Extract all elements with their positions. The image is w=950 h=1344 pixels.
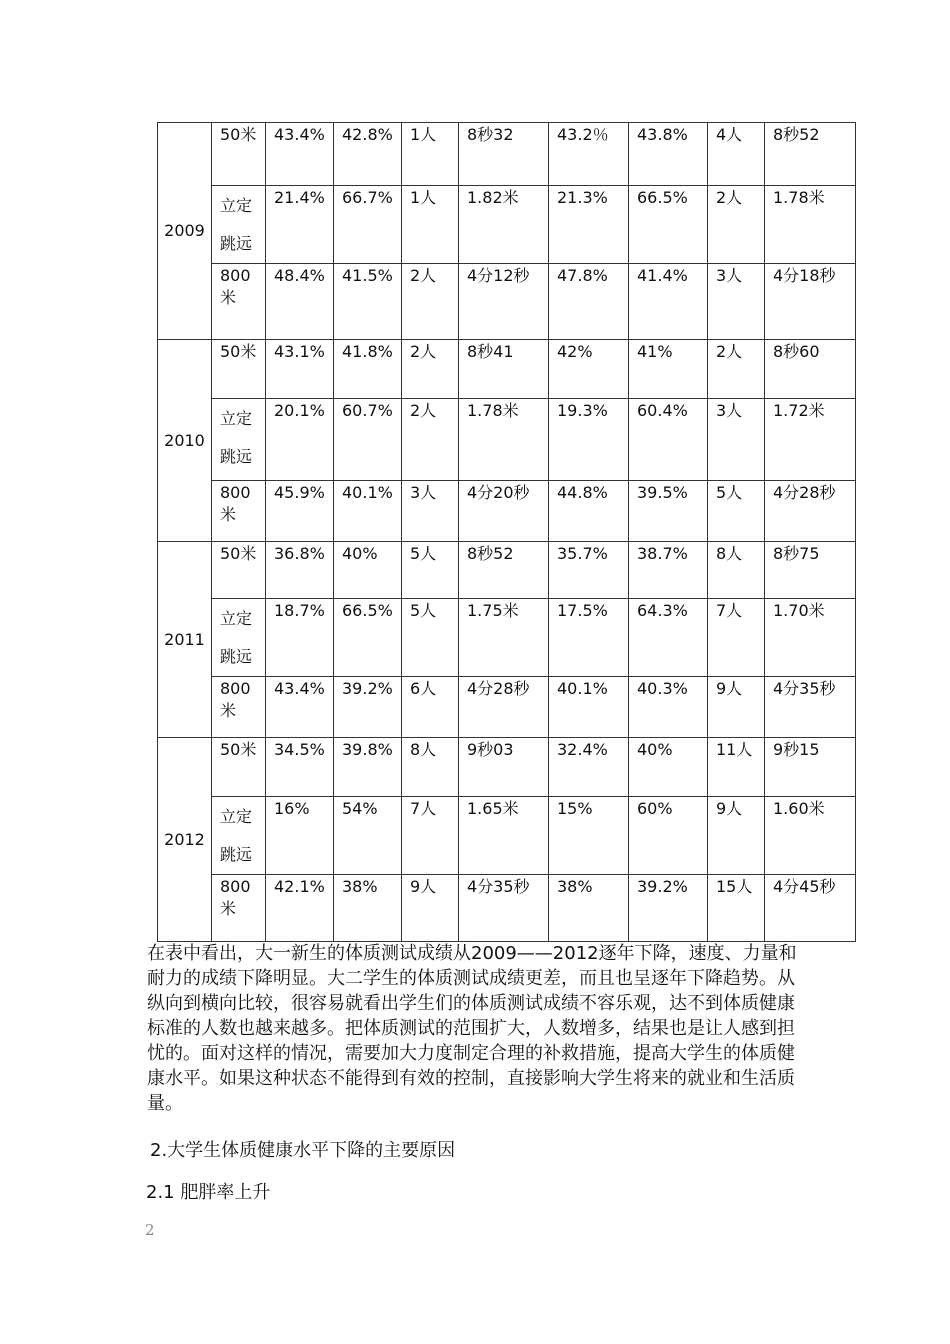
table-cell: 54%	[334, 797, 402, 875]
table-cell: 7人	[402, 797, 459, 875]
event-cell: 50米	[212, 542, 266, 599]
table-cell: 39.2%	[334, 677, 402, 738]
event-cell: 立定跳远	[212, 599, 266, 677]
table-cell: 60.4%	[629, 399, 708, 481]
table-cell: 39.8%	[334, 738, 402, 797]
table-cell: 2人	[708, 186, 765, 264]
table-cell: 1人	[402, 123, 459, 186]
table-cell: 8秒60	[765, 340, 856, 399]
table-cell: 42.1%	[266, 875, 334, 942]
event-cell: 800米	[212, 677, 266, 738]
table-cell: 18.7%	[266, 599, 334, 677]
table-row	[158, 738, 856, 797]
table-cell: 8秒52	[459, 542, 549, 599]
table-cell: 3人	[708, 399, 765, 481]
year-cell: 2009	[158, 123, 212, 340]
table-cell: 5人	[402, 542, 459, 599]
table-cell: 38%	[334, 875, 402, 942]
table-cell: 9人	[402, 875, 459, 942]
table-cell: 60.7%	[334, 399, 402, 481]
table-cell: 19.3%	[549, 399, 629, 481]
table-cell: 2人	[402, 264, 459, 340]
section-heading: 2.大学生体质健康水平下降的主要原因	[150, 1140, 456, 1161]
table-row	[158, 797, 856, 875]
table-cell: 3人	[708, 264, 765, 340]
event-cell: 800米	[212, 875, 266, 942]
table-cell: 1.75米	[459, 599, 549, 677]
table-cell: 42%	[549, 340, 629, 399]
table-cell: 45.9%	[266, 481, 334, 542]
table-cell: 40.1%	[549, 677, 629, 738]
table-row	[158, 875, 856, 942]
table-cell: 36.8%	[266, 542, 334, 599]
table-cell: 47.8%	[549, 264, 629, 340]
table-cell: 3人	[402, 481, 459, 542]
table-cell: 60%	[629, 797, 708, 875]
table-cell: 8人	[708, 542, 765, 599]
table-row	[158, 123, 856, 186]
event-cell: 800米	[212, 481, 266, 542]
table-cell: 2人	[402, 399, 459, 481]
event-cell: 50米	[212, 738, 266, 797]
subsection-heading: 2.1 肥胖率上升	[146, 1182, 271, 1203]
table-cell: 6人	[402, 677, 459, 738]
table-cell: 40%	[334, 542, 402, 599]
table-cell: 11人	[708, 738, 765, 797]
table-cell: 4人	[708, 123, 765, 186]
event-cell: 50米	[212, 340, 266, 399]
table-row	[158, 542, 856, 599]
table-cell: 48.4%	[266, 264, 334, 340]
event-cell: 50米	[212, 123, 266, 186]
table-cell: 42.8%	[334, 123, 402, 186]
event-cell: 立定跳远	[212, 797, 266, 875]
table-cell: 40.1%	[334, 481, 402, 542]
table-cell: 4分28秒	[459, 677, 549, 738]
table-cell: 4分12秒	[459, 264, 549, 340]
table-cell: 4分28秒	[765, 481, 856, 542]
table-cell: 41%	[629, 340, 708, 399]
table-cell: 16%	[266, 797, 334, 875]
table-cell: 17.5%	[549, 599, 629, 677]
table-cell: 21.4%	[266, 186, 334, 264]
table-row	[158, 340, 856, 399]
table-row	[158, 481, 856, 542]
table-cell: 43.4%	[266, 123, 334, 186]
table-row	[158, 677, 856, 738]
table-cell: 66.7%	[334, 186, 402, 264]
year-cell: 2011	[158, 542, 212, 738]
table-cell: 41.4%	[629, 264, 708, 340]
table-row	[158, 264, 856, 340]
table-cell: 4分35秒	[765, 677, 856, 738]
table-cell: 8人	[402, 738, 459, 797]
table-cell: 4分20秒	[459, 481, 549, 542]
table-cell: 9人	[708, 797, 765, 875]
table-cell: 1人	[402, 186, 459, 264]
table-row	[158, 399, 856, 481]
table-cell: 2人	[708, 340, 765, 399]
table-cell: 38.7%	[629, 542, 708, 599]
table-cell: 5人	[708, 481, 765, 542]
table-cell: 5人	[402, 599, 459, 677]
table-cell: 32.4%	[549, 738, 629, 797]
table-cell: 20.1%	[266, 399, 334, 481]
table-cell: 7人	[708, 599, 765, 677]
table-cell: 35.7%	[549, 542, 629, 599]
table-cell: 1.72米	[765, 399, 856, 481]
table-cell: 34.5%	[266, 738, 334, 797]
table-cell: 40%	[629, 738, 708, 797]
table-cell: 40.3%	[629, 677, 708, 738]
table-row	[158, 599, 856, 677]
table-cell: 9秒03	[459, 738, 549, 797]
table-cell: 1.65米	[459, 797, 549, 875]
body-paragraph: 在表中看出，大一新生的体质测试成绩从2009——2012逐年下降，速度、力量和耐力的成绩下降明显。大二学生的体质测试成绩更差，而且也呈逐年下降趋势。从纵向到横向比较，很容易就看出学生们的体质测试成绩不容乐观，达不到体质健康标准的人数也越来越多。把体质测试的范围扩大，人数增多，结果也是让人感到担忧的。面对这样的情况，需要加大力度制定合理的补救措施，提高大学生的体质健康水平。如果这种状态不能得到有效的控制，直接影响大学生将来的就业和生活质量。	[147, 943, 797, 1114]
table-row	[158, 186, 856, 264]
table-cell: 43.4%	[266, 677, 334, 738]
table-cell: 43.8%	[629, 123, 708, 186]
table-cell: 41.8%	[334, 340, 402, 399]
event-cell: 800米	[212, 264, 266, 340]
table-cell: 9人	[708, 677, 765, 738]
table-cell: 15人	[708, 875, 765, 942]
table-cell: 8秒75	[765, 542, 856, 599]
table-cell: 8秒41	[459, 340, 549, 399]
year-cell: 2012	[158, 738, 212, 942]
page-number: 2	[145, 1221, 155, 1239]
table-cell: 1.70米	[765, 599, 856, 677]
table-cell: 38%	[549, 875, 629, 942]
table-cell: 15%	[549, 797, 629, 875]
table-cell: 1.60米	[765, 797, 856, 875]
table-cell: 1.78米	[765, 186, 856, 264]
table-cell: 4分45秒	[765, 875, 856, 942]
event-cell: 立定跳远	[212, 399, 266, 481]
table-cell: 2人	[402, 340, 459, 399]
table-cell: 43.1%	[266, 340, 334, 399]
table-cell: 66.5%	[629, 186, 708, 264]
fitness-test-table	[157, 122, 856, 942]
year-cell: 2010	[158, 340, 212, 542]
table-cell: 64.3%	[629, 599, 708, 677]
table-cell: 4分35秒	[459, 875, 549, 942]
table-cell: 39.2%	[629, 875, 708, 942]
table-cell: 39.5%	[629, 481, 708, 542]
table-cell: 9秒15	[765, 738, 856, 797]
table-cell: 1.78米	[459, 399, 549, 481]
table-cell: 4分18秒	[765, 264, 856, 340]
table-cell: 41.5%	[334, 264, 402, 340]
table-cell: 44.8%	[549, 481, 629, 542]
table-cell: 43.2％	[549, 123, 629, 186]
table-cell: 66.5%	[334, 599, 402, 677]
table-cell: 8秒52	[765, 123, 856, 186]
table-cell: 21.3%	[549, 186, 629, 264]
event-cell: 立定跳远	[212, 186, 266, 264]
table-cell: 1.82米	[459, 186, 549, 264]
table-cell: 8秒32	[459, 123, 549, 186]
